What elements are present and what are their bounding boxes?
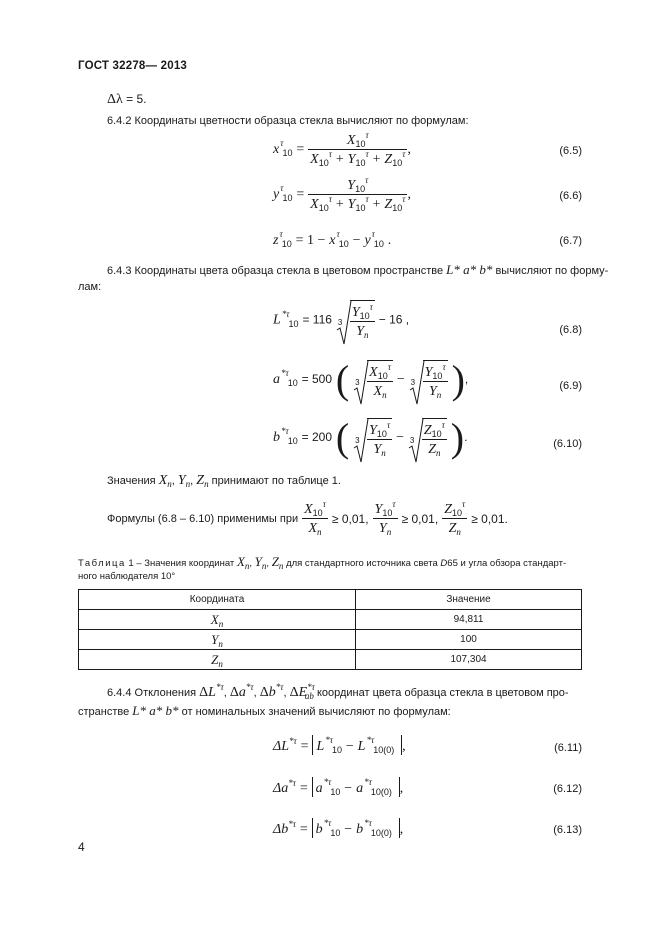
values-line: Значения $X_n$, $Y_n$, $Z_n$ принимают по таблице 1. <box>107 473 341 489</box>
table-cell-value: 94,811 <box>356 610 582 630</box>
table-header-value: Значение <box>356 590 582 610</box>
equation-6-10: $b_{*\tau 10} = 200$ ( 3 $\frac{Y_{10}^\tau}{Y_n}$ − 3 $\frac{Z_{10}^\tau}{Z_n}$ ). <box>273 415 468 460</box>
equation-number-6-7: (6.7) <box>559 235 582 247</box>
table-row: Xn 94,811 <box>79 610 582 630</box>
section-6-4-3-text-cont: лам: <box>78 281 102 293</box>
section-6-4-3-text: 6.4.3 Координаты цвета образца стекла в цветовом пространстве L* a* b* вычисляют по форму- <box>107 262 609 277</box>
table-cell-value: 107,304 <box>356 650 582 670</box>
equation-6-8: $L_{*\tau 10} = 116$ 3 $\frac{Y_{10}^\tau}{Y_n}$ − 16 , <box>273 300 409 340</box>
table-cell-value: 100 <box>356 630 582 650</box>
section-6-4-4-text-cont: странстве L* a* b* от номинальных значений вычисляют по формулам: <box>78 703 451 718</box>
equation-number-6-9: (6.9) <box>559 380 582 392</box>
equation-6-13: $\Delta b^{*\tau} = b_{*\tau 10} - b_{*\tau 10(0)}$ , <box>273 818 404 838</box>
equation-6-12: $\Delta a^{*\tau} = a_{*\tau 10} - a_{*\tau 10(0)}$ , <box>273 777 404 797</box>
equation-6-6: $y_{\tau 10}$ = $\frac{Y_{10}^\tau}{X_{10}^\tau + Y_{10}^\tau + Z_{10}^\tau}$ , <box>273 175 411 213</box>
equation-number-6-8: (6.8) <box>559 324 582 336</box>
page-number: 4 <box>78 840 85 854</box>
equation-number-6-5: (6.5) <box>559 145 582 157</box>
delta-lambda-equation: Δλ = 5. <box>107 92 147 107</box>
table-header-row <box>79 590 582 610</box>
equation-6-7: $z_{\tau 10} = 1 - x_{\tau 10} - y_{\tau 10}$ . <box>273 229 392 249</box>
applicability-line: Формулы (6.8 – 6.10) применимы при $\frac{X_{10}^\tau}{X_n}$ ≥ 0,01, $\frac{Y_{10}^\tau}{Y_n}$ ≥ 0,01, $\frac{Z_{10}^\tau}{Z_n}$ ≥ 0,01. <box>107 499 508 537</box>
equation-6-9: $a_{*\tau 10} = 500$ ( 3 $\frac{X_{10}^\tau}{X_n}$ − 3 $\frac{Y_{10}^\tau}{Y_n}$ ), <box>273 357 469 402</box>
document-header: ГОСТ 32278— 2013 <box>78 60 188 72</box>
equation-number-6-11: (6.11) <box>554 742 582 754</box>
equation-6-5: $x_{\tau 10}$ = $\frac{X_{10}^\tau}{X_{10}^\tau + Y_{10}^\tau + Z_{10}^\tau}$ , <box>273 130 411 168</box>
equation-number-6-10: (6.10) <box>553 438 582 450</box>
table-1 <box>78 589 582 670</box>
table-row: Yn 100 <box>79 630 582 650</box>
equation-number-6-6: (6.6) <box>559 190 582 202</box>
table-1-caption: Таблица 1 – Значения координат Xn, Yn, Zn для стандартного источника света D65 и угла обзора стандарт- ного наблюдателя 10° <box>78 554 567 582</box>
equation-number-6-12: (6.12) <box>553 783 582 795</box>
table-header-coord: Координата <box>79 590 356 610</box>
table-row: Zn 107,304 <box>79 650 582 670</box>
section-6-4-4-text: 6.4.4 Отклонения $\Delta L^{*\tau}$, $\Delta a^{*\tau}$, $\Delta b^{*\tau}$, $\Delta E^{*\tau}_{ab}$ координат цвета образца стекла в цветовом про- <box>107 682 569 701</box>
equation-number-6-13: (6.13) <box>553 824 582 836</box>
equation-6-11: $\Delta L^{*\tau} = L_{*\tau 10} - L_{*\tau 10(0)}$ , <box>273 735 406 755</box>
section-6-4-2-text: 6.4.2 Координаты цветности образца стекла вычисляют по формулам: <box>107 115 469 127</box>
